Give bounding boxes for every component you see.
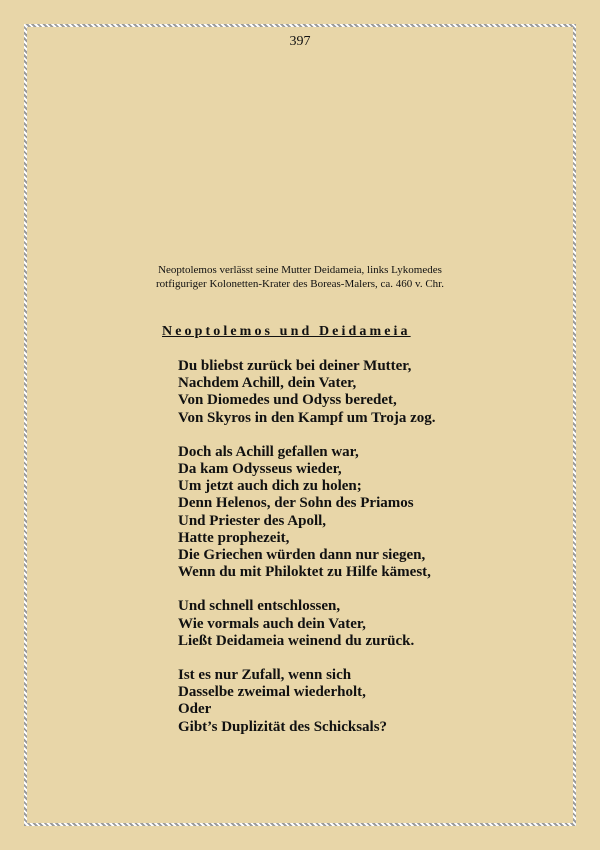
poem-line: Gibt’s Duplizität des Schicksals?: [178, 718, 388, 735]
poem-line: Wie vormals auch dein Vater,: [178, 615, 366, 632]
caption-line: rotfiguriger Kolonetten-Krater des Boreas-Malers, ca. 460 v. Chr.: [156, 278, 444, 290]
page-number: 397: [289, 34, 311, 49]
poem-line: Von Skyros in den Kampf um Troja zog.: [178, 409, 436, 426]
poem-line: Doch als Achill gefallen war,: [178, 443, 359, 460]
poem-line: Ließt Deidameia weinend du zurück.: [178, 632, 415, 649]
poem-line: Wenn du mit Philoktet zu Hilfe kämest,: [178, 564, 431, 581]
stanza: [178, 358, 436, 427]
poem-title: Neoptolemos und Deidameia: [162, 324, 411, 339]
stanza: [178, 598, 436, 650]
poem-line: Da kam Odysseus wieder,: [178, 461, 342, 478]
poem-line: Du bliebst zurück bei deiner Mutter,: [178, 358, 412, 374]
poem-line: Die Griechen würden dann nur siegen,: [178, 547, 426, 564]
stanza: [178, 444, 436, 582]
stanza: [178, 667, 436, 736]
poem-line: Denn Helenos, der Sohn des Priamos: [178, 495, 414, 512]
poem-line: Von Diomedes und Odyss beredet,: [178, 392, 397, 409]
poem-line: Um jetzt auch dich zu holen;: [178, 478, 362, 495]
poem-body: [178, 358, 436, 753]
poem-line: Nachdem Achill, dein Vater,: [178, 375, 357, 392]
poem-line: Dasselbe zweimal wiederholt,: [178, 684, 366, 701]
caption-line: Neoptolemos verlässt seine Mutter Deidameia, links Lykomedes: [158, 264, 442, 276]
poem-line: Und Priester des Apoll,: [178, 512, 327, 529]
poem-line: Hatte prophezeit,: [178, 529, 290, 546]
poem-line: Und schnell entschlossen,: [178, 598, 341, 615]
poem-line: Ist es nur Zufall, wenn sich: [178, 667, 352, 684]
poem-line: Oder: [178, 701, 212, 718]
image-caption: [0, 263, 600, 291]
